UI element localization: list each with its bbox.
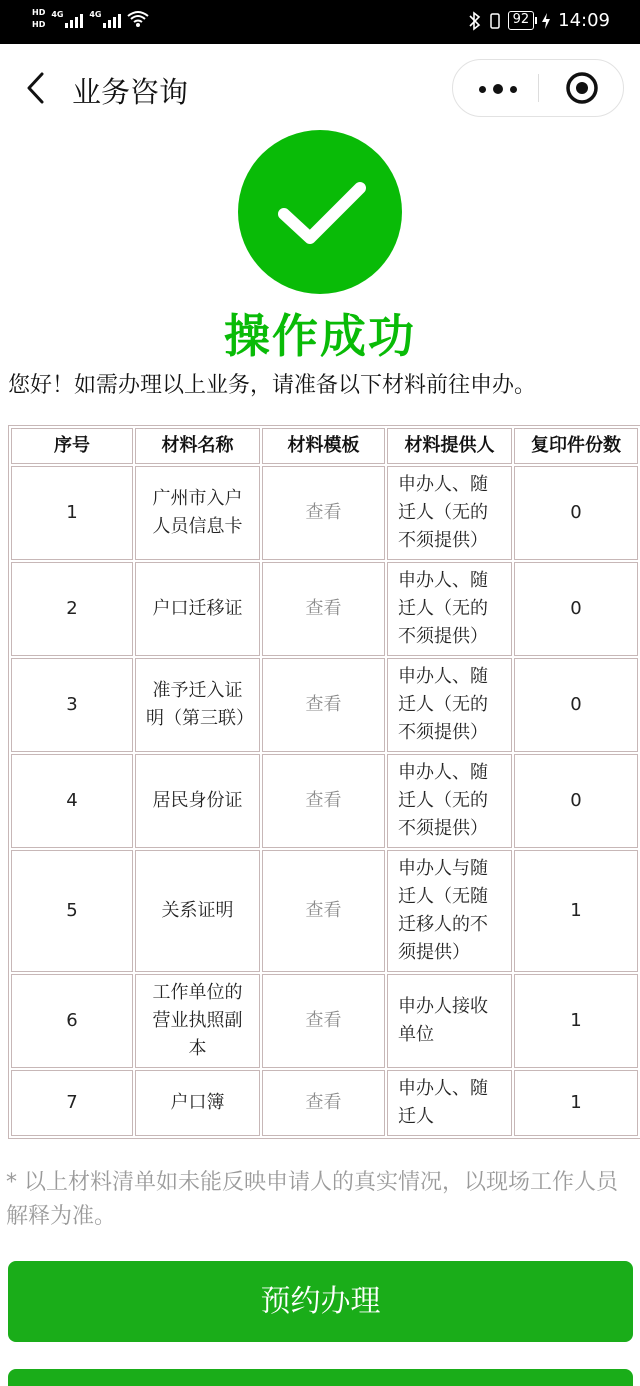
disclaimer-note: * 以上材料清单如未能反映申请人的真实情况，以现场工作人员解释为准。 [6,1170,618,1229]
status-bar [0,0,640,44]
view-template-link[interactable]: 查看 [262,974,385,1068]
status-right [468,10,610,31]
view-template-link[interactable]: 查看 [262,658,385,752]
view-template-link[interactable]: 查看 [262,466,385,560]
greeting-message: 您好！如需办理以上业务，请准备以下材料前往申办。 [8,373,537,398]
hd-bottom-label: HD [32,20,46,29]
table-row [11,1070,638,1136]
cell-provider: 申办人、随迁人（无的不须提供） [387,658,512,752]
cell-no: 7 [11,1070,133,1136]
status-time: 14:09 [558,10,610,31]
cell-name: 关系证明 [135,850,260,972]
table-row [11,466,638,560]
hd-top-label: HD [32,8,46,17]
checkmark-icon [238,130,402,294]
wifi-icon [127,10,149,28]
header-name: 材料名称 [135,428,260,464]
back-button[interactable] [22,70,52,106]
cell-name: 户口迁移证 [135,562,260,656]
header-copies: 复印件份数 [514,428,638,464]
cell-provider: 申办人接收单位 [387,974,512,1068]
header-template: 材料模板 [262,428,385,464]
cell-name: 居民身份证 [135,754,260,848]
target-close-icon [539,60,625,116]
cell-provider: 申办人、随迁人（无的不须提供） [387,754,512,848]
view-template-link[interactable]: 查看 [262,562,385,656]
header-provider: 材料提供人 [387,428,512,464]
cell-name: 广州市入户人员信息卡 [135,466,260,560]
cell-no: 5 [11,850,133,972]
vibrate-icon [490,12,500,30]
view-template-link[interactable]: 查看 [262,754,385,848]
page-title: 业务咨询 [72,75,189,109]
table-row [11,974,638,1068]
view-template-link[interactable]: 查看 [262,850,385,972]
cell-provider: 申办人、随迁人 [387,1070,512,1136]
battery-level: 92 [508,11,535,30]
secondary-button[interactable] [8,1369,633,1386]
reserve-button[interactable]: 预约办理 [8,1261,633,1342]
header-no: 序号 [11,428,133,464]
cell-name: 户口簿 [135,1070,260,1136]
signal-icon-2 [89,10,121,28]
network-label-2: 4G [89,10,102,19]
cell-name: 准予迁入证明（第三联） [135,658,260,752]
charging-icon [542,13,550,29]
table-header-row [11,428,638,464]
success-badge [238,130,402,294]
more-button[interactable] [453,60,539,116]
cell-copies: 0 [514,658,638,752]
table-row [11,562,638,656]
signal-icon [51,10,83,28]
cell-copies: 1 [514,974,638,1068]
cell-provider: 申办人、随迁人（无的不须提供） [387,562,512,656]
more-dots-icon [479,84,517,94]
success-title: 操作成功 [224,309,416,363]
materials-grid [8,425,640,1139]
cell-copies: 1 [514,850,638,972]
cell-no: 3 [11,658,133,752]
network-label: 4G [51,10,64,19]
cell-name: 工作单位的营业执照副本 [135,974,260,1068]
cell-provider: 申办人、随迁人（无的不须提供） [387,466,512,560]
table-row [11,658,638,752]
hd-indicator [32,8,45,30]
cell-copies: 0 [514,466,638,560]
nav-bar [0,44,640,132]
materials-table [8,425,633,1139]
chevron-left-icon [22,70,52,106]
cell-provider: 申办人与随迁人（无随迁移人的不须提供） [387,850,512,972]
bluetooth-icon [468,11,482,31]
table-row [11,850,638,972]
table-row [11,754,638,848]
status-left [32,8,149,30]
cell-no: 4 [11,754,133,848]
capsule-menu [452,59,624,117]
cell-copies: 0 [514,754,638,848]
cell-no: 1 [11,466,133,560]
cell-copies: 1 [514,1070,638,1136]
cell-no: 6 [11,974,133,1068]
view-template-link[interactable]: 查看 [262,1070,385,1136]
close-button[interactable] [539,60,625,116]
cell-copies: 0 [514,562,638,656]
cell-no: 2 [11,562,133,656]
